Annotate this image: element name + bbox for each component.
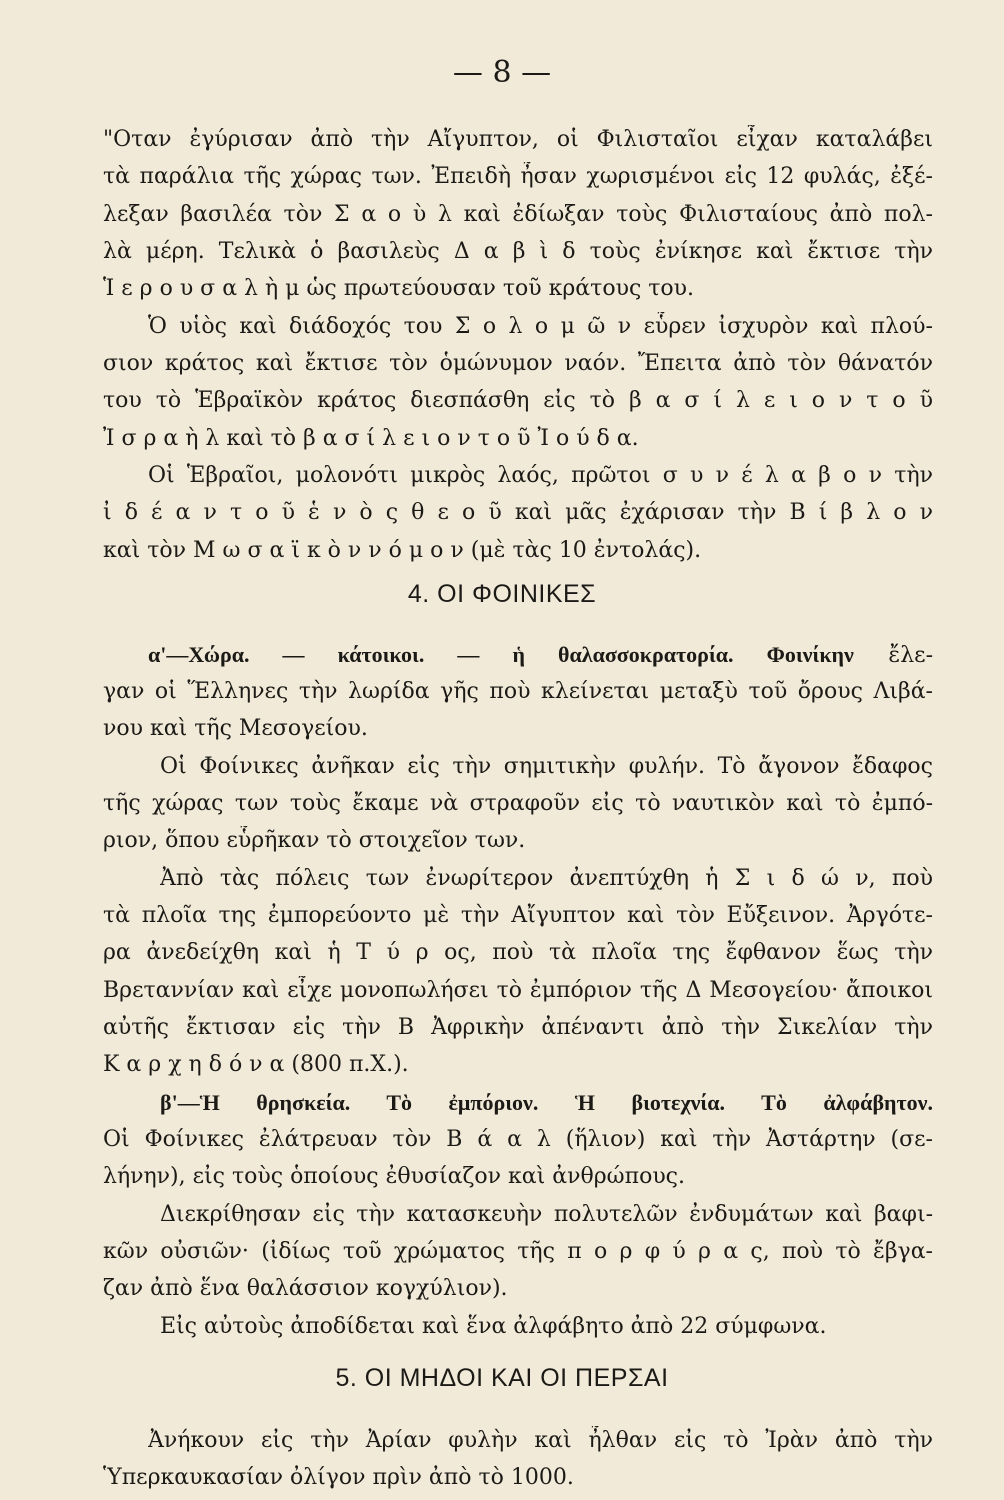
text-line: αὐτῆς ἔκτισαν εἰς τὴν Β Ἀφρικὴν ἀπέναντι ἀπὸ τὴν Σικελίαν τὴν — [103, 1015, 933, 1040]
text-line: Ὁ υἱὸς καὶ διάδοχός του Σ ο λ ο μ ῶ ν εὗρεν ἰσχυρὸν καὶ πλού- — [148, 314, 933, 339]
text-line: Ἀνήκουν εἰς τὴν Ἀρίαν φυλὴν καὶ ἦλθαν εἰς τὸ Ἰρὰν ἀπὸ τὴν — [148, 1428, 933, 1453]
text-line: Κ α ρ χ η δ ό ν α (800 π.Χ.). — [103, 1052, 409, 1077]
text-line: του τὸ Ἑβραϊκὸν κράτος διεσπάσθη εἰς τὸ β α σ ί λ ε ι ο ν τ ο ῦ — [103, 388, 933, 413]
text-line: Ἱ ε ρ ο υ σ α λ ὴ μ ὡς πρωτεύουσαν τοῦ κράτους του. — [103, 276, 695, 301]
subsection-title: β'—Ἡ θρησκεία. Τὸ ἐμπόριον. Ἡ βιοτεχνία. Τὸ ἀλφάβητον. — [160, 1090, 933, 1115]
page-number: — 8 — — [452, 55, 552, 90]
subsection-line — [160, 1088, 933, 1122]
text-line: Βρεταννίαν καὶ εἶχε μονοπωλήσει τὸ ἐμπόριον τῆς Δ Μεσογείου· ἄποικοι — [103, 978, 933, 1003]
text-line: νου καὶ τῆς Μεσογείου. — [103, 716, 368, 741]
text-line: τὰ παράλια τῆς χώρας των. Ἐπειδὴ ἦσαν χωρισμένοι εἰς 12 φυλάς, ἐξέ- — [103, 164, 933, 189]
text-line: Ἀπὸ τὰς πόλεις των ἐνωρίτερον ἀνεπτύχθη ἡ Σ ι δ ώ ν, ποὺ — [160, 866, 933, 891]
text-fragment: ἔλε- — [853, 643, 933, 668]
text-line: γαν οἱ Ἕλληνες τὴν λωρίδα γῆς ποὺ κλείνεται μεταξὺ τοῦ ὄρους Λιβά- — [103, 679, 933, 704]
text-line: τὰ πλοῖα της ἐμπορεύοντο μὲ τὴν Αἴγυπτον καὶ τὸν Εὔξεινον. Ἀργότε- — [103, 903, 933, 928]
text-line: Ἰ σ ρ α ὴ λ καὶ τὸ β α σ ί λ ε ι ο ν τ ο ῦ Ἰ ο ύ δ α. — [103, 426, 639, 451]
text-line: Οἱ Φοίνικες ἀνῆκαν εἰς τὴν σημιτικὴν φυλήν. Τὸ ἄγονον ἔδαφος — [160, 754, 933, 779]
text-line: τῆς χώρας των τοὺς ἔκαμε νὰ στραφοῦν εἰς τὸ ναυτικὸν καὶ τὸ ἐμπό- — [103, 791, 933, 816]
text-line: ζαν ἀπὸ ἕνα θαλάσσιον κογχύλιον). — [103, 1276, 508, 1301]
text-line: ριον, ὅπου εὗρῆκαν τὸ στοιχεῖον των. — [103, 828, 526, 853]
text-line: Εἰς αὐτοὺς ἀποδίδεται καὶ ἕνα ἀλφάβητο ἀπὸ 22 σύμφωνα. — [160, 1314, 827, 1339]
text-line: κῶν οὐσιῶν· (ἰδίως τοῦ χρώματος τῆς π ο ρ φ ύ ρ α ς, ποὺ τὸ ἔβγα- — [103, 1239, 933, 1264]
section-heading-phoenicians: 4. ΟΙ ΦΟΙΝΙΚΕΣ — [407, 580, 597, 608]
text-line: ρα ἀνεδείχθη καὶ ἡ Τ ύ ρ ος, ποὺ τὰ πλοῖα της ἔφθανον ἕως τὴν — [103, 940, 933, 965]
text-line: σιον κράτος καὶ ἔκτισε τὸν ὁμώνυμον ναόν. Ἔπειτα ἀπὸ τὸν θάνατόν — [103, 351, 933, 376]
text-line: Οἱ Ἑβραῖοι, μολονότι μικρὸς λαός, πρῶτοι σ υ ν έ λ α β ο ν τὴν — [148, 463, 933, 488]
text-line: ἰ δ έ α ν τ ο ῦ ἑ ν ὸ ς θ ε ο ῦ καὶ μᾶς ἐχάρισαν τὴν Β ί β λ ο ν — [103, 500, 933, 525]
text-line: λὰ μέρη. Τελικὰ ὁ βασιλεὺς Δ α β ὶ δ τοὺς ἐνίκησε καὶ ἔκτισε τὴν — [103, 239, 933, 264]
text-line: καὶ τὸν Μ ω σ α ϊ κ ὸ ν ν ό μ ο ν (μὲ τὰς 10 ἐντολάς). — [103, 538, 702, 563]
text-line: Διεκρίθησαν εἰς τὴν κατασκευὴν πολυτελῶν ἐνδυμάτων καὶ βαφι- — [160, 1202, 933, 1227]
text-line: Οἱ Φοίνικες ἐλάτρευαν τὸν Β ά α λ (ἥλιον) καὶ τὴν Ἀστάρτην (σε- — [103, 1127, 933, 1152]
subsection-title: α'—Χώρα. — κάτοικοι. — ἡ θαλασσοκρατορία. Φοινίκην — [148, 642, 854, 667]
text-line: Ὑπερκαυκασίαν ὀλίγον πρὶν ἀπὸ τὸ 1000. — [103, 1465, 574, 1490]
text-line: λήνην), εἰς τοὺς ὁποίους ἐθυσίαζον καὶ ἀνθρώπους. — [103, 1164, 686, 1189]
text-line: λεξαν βασιλέα τὸν Σ α ο ὺ λ καὶ ἐδίωξαν τοὺς Φιλισταίους ἀπὸ πολ- — [103, 202, 933, 227]
text-line: "Οταν ἐγύρισαν ἀπὸ τὴν Αἴγυπτον, οἱ Φιλισταῖοι εἶχαν καταλάβει — [103, 127, 933, 152]
section-heading-medes-persians: 5. ΟΙ ΜΗΔΟΙ ΚΑΙ ΟΙ ΠΕΡΣΑΙ — [335, 1364, 669, 1392]
subsection-line — [148, 640, 933, 674]
